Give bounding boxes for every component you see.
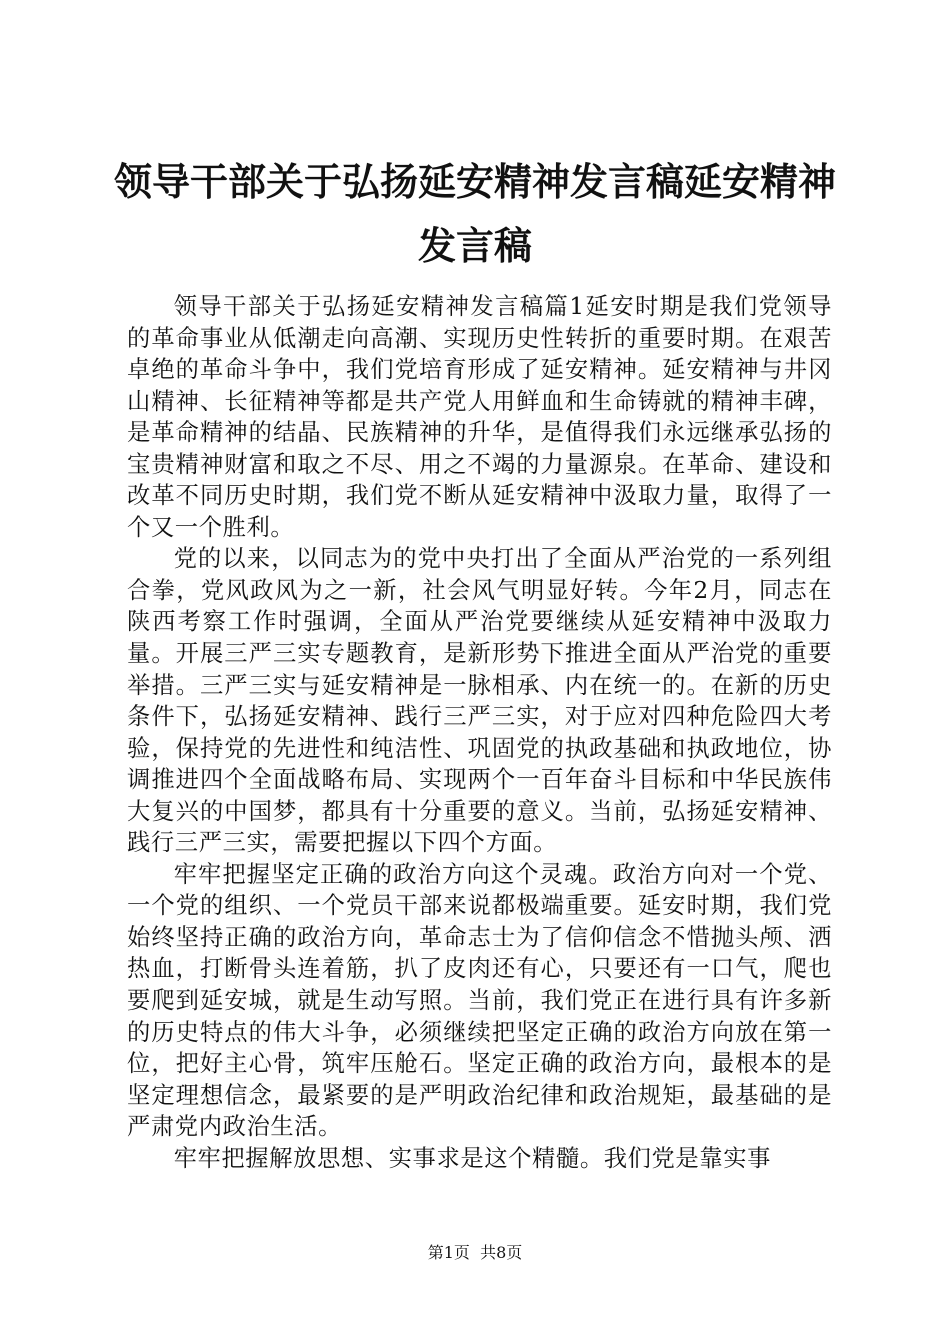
- paragraph-2: 党的以来，以同志为的党中央打出了全面从严治党的一系列组合拳，党风政风为之一新，社会风气明显好转。今年2月，同志在陕西考察工作时强调，全面从严治党要继续从延安精神中汲取力量。开展三严三实专题教育，是新形势下推进全面从严治党的重要举措。三严三实与延安精神是一脉相承、内在统一的。在新的历史条件下，弘扬延安精神、践行三严三实，对于应对四种危险四大考验，保持党的先进性和纯洁性、巩固党的执政基础和执政地位，协调推进四个全面战略布局、实现两个一百年奋斗目标和中华民族伟大复兴的中国梦，都具有十分重要的意义。当前，弘扬延安精神、践行三严三实，需要把握以下四个方面。: [127, 545, 832, 857]
- page-number: 第1页: [427, 1243, 470, 1262]
- total-pages: 共8页: [480, 1243, 523, 1262]
- footer-separator: [470, 1243, 480, 1262]
- document-title: 领导干部关于弘扬延安精神发言稿延安精神发言稿: [113, 160, 836, 268]
- document-body: [127, 291, 832, 1174]
- paragraph-3: 牢牢把握坚定正确的政治方向这个灵魂。政治方向对一个党、一个党的组织、一个党员干部来说都极端重要。延安时期，我们党始终坚持正确的政治方向，革命志士为了信仰信念不惜抛头颅、洒热血，打断骨头连着筋，扒了皮肉还有心，只要还有一口气，爬也要爬到延安城，就是生动写照。当前，我们党正在进行具有许多新的历史特点的伟大斗争，必须继续把坚定正确的政治方向放在第一位，把好主心骨，筑牢压舱石。坚定正确的政治方向，最根本的是坚定理想信念，最紧要的是严明政治纪律和政治规矩，最基础的是严肃党内政治生活。: [127, 860, 832, 1141]
- paragraph-1: 领导干部关于弘扬延安精神发言稿篇1延安时期是我们党领导的革命事业从低潮走向高潮、实现历史性转折的重要时期。在艰苦卓绝的革命斗争中，我们党培育形成了延安精神。延安精神与井冈山精神、长征精神等都是共产党人用鲜血和生命铸就的精神丰碑，是革命精神的结晶、民族精神的升华，是值得我们永远继承弘扬的宝贵精神财富和取之不尽、用之不竭的力量源泉。在革命、建设和改革不同历史时期，我们党不断从延安精神中汲取力量，取得了一个又一个胜利。: [127, 293, 832, 541]
- page-footer: [0, 1240, 950, 1263]
- paragraph-4: 牢牢把握解放思想、实事求是这个精髓。我们党是靠实事: [173, 1144, 772, 1172]
